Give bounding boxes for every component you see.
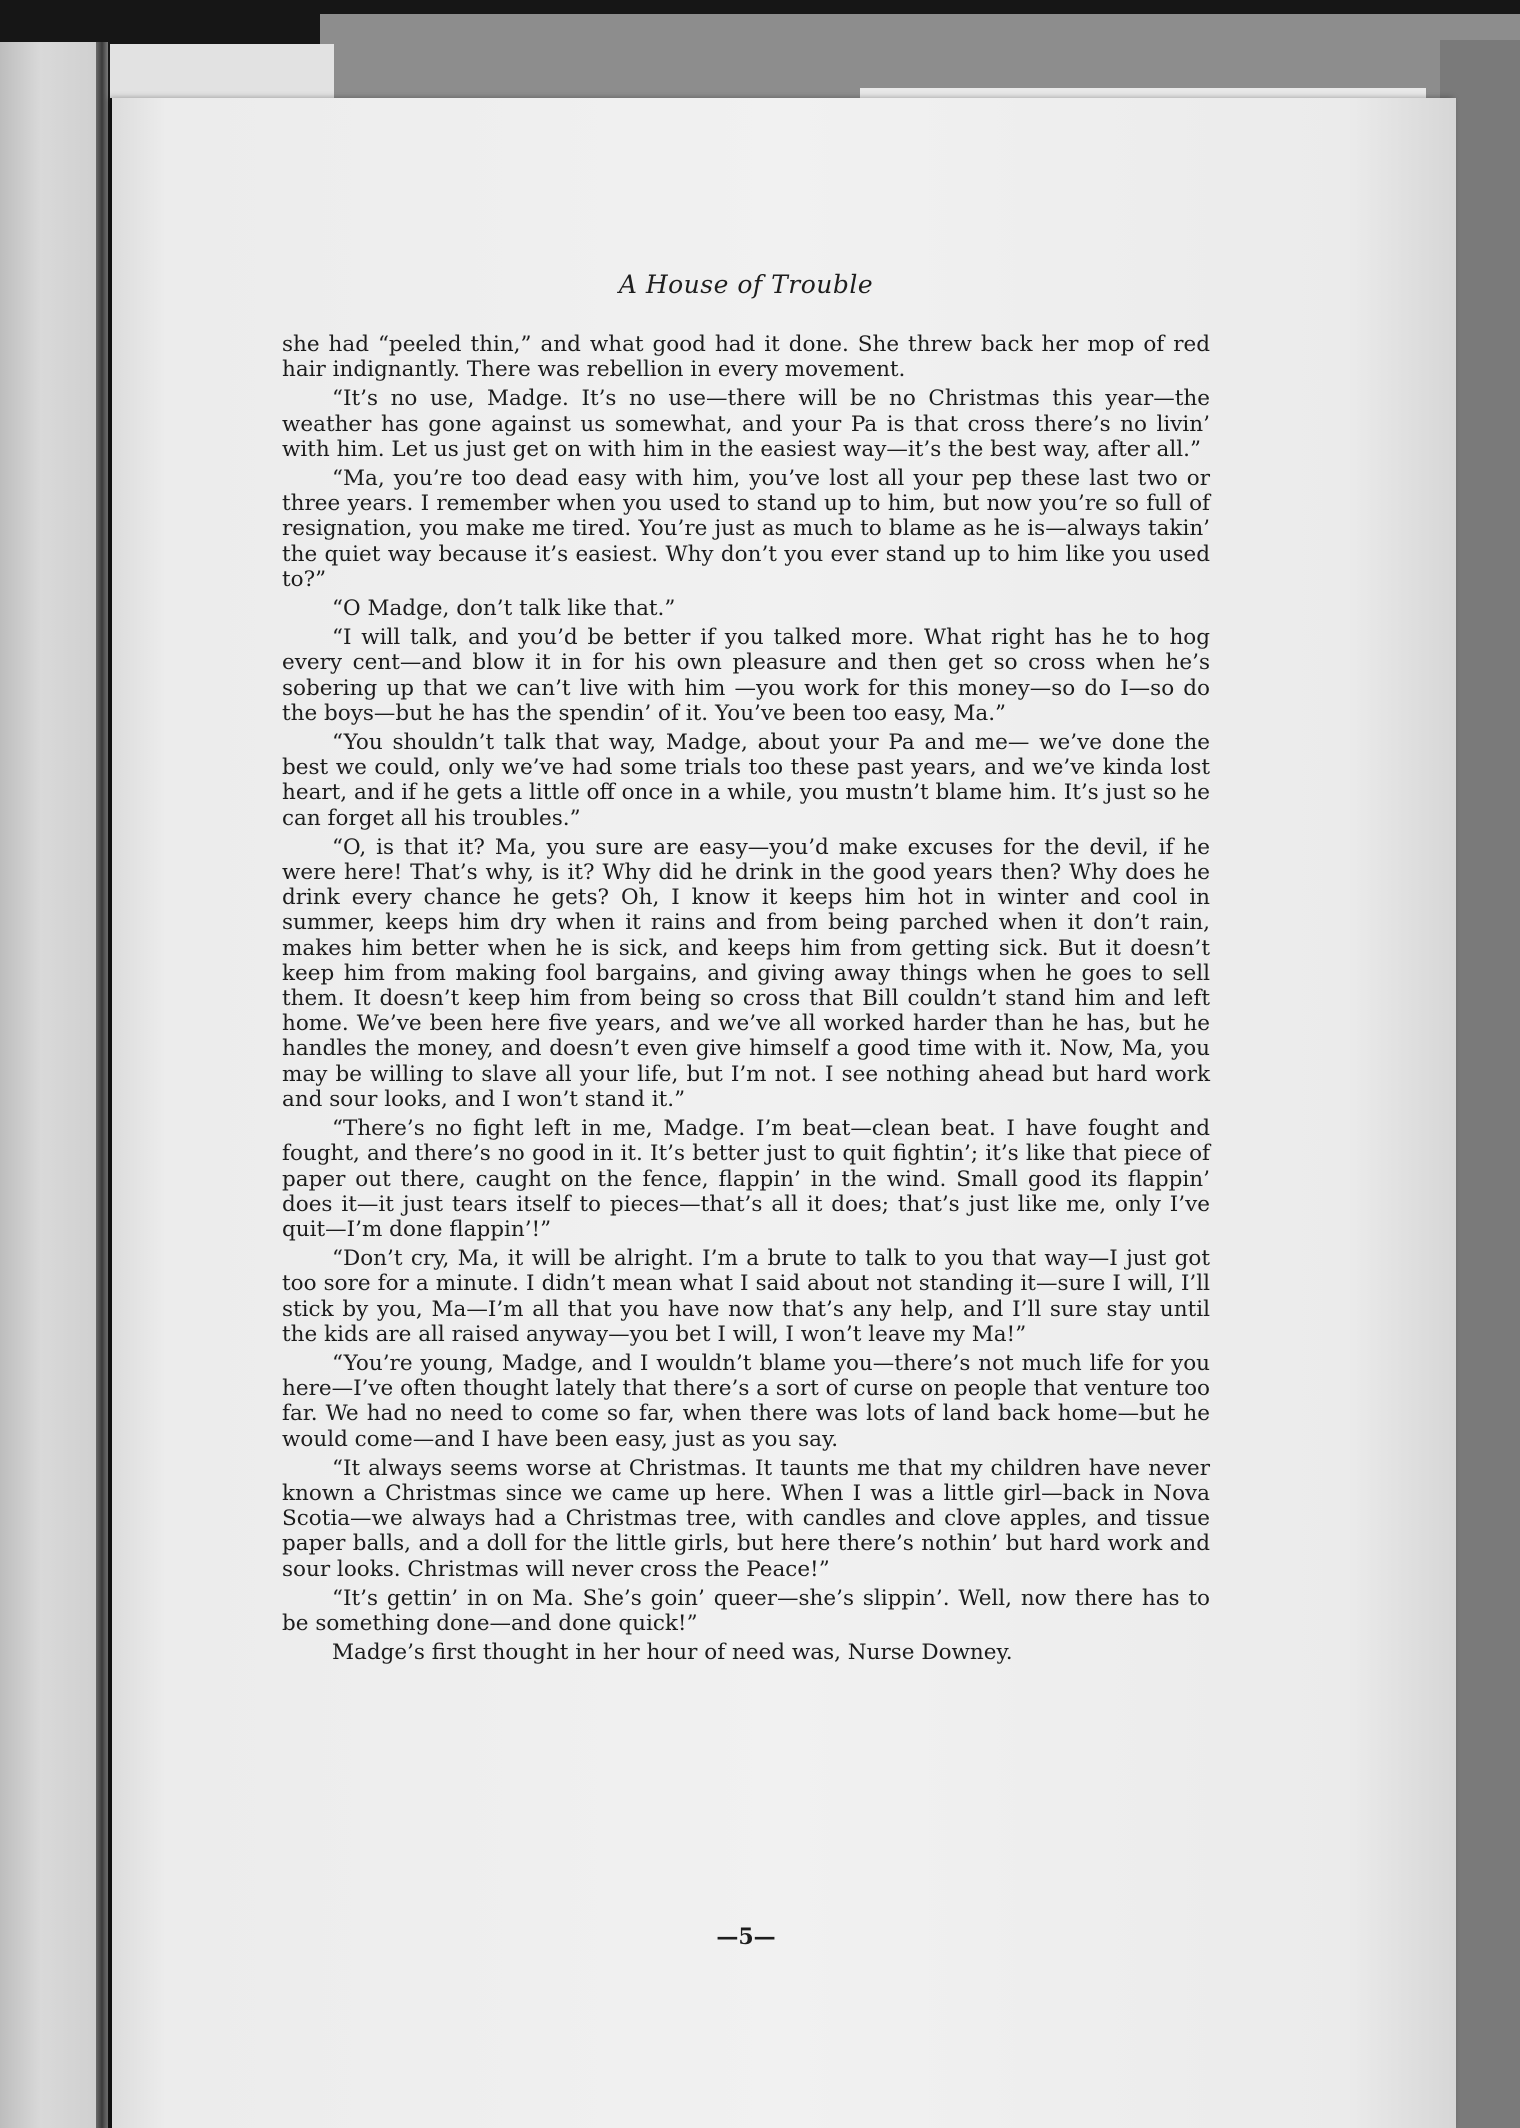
paragraph: “You shouldn’t talk that way, Madge, about your Pa and me— we’ve done the best we could, only we’ve had some trials too these past years, and we’ve kinda lost heart, and if he gets a little off once in a while, you mustn’t blame him. It’s just so he can forget all his troubles.” <box>282 730 1210 831</box>
paragraph: “O, is that it? Ma, you sure are easy—you’d make excuses for the devil, if he were here! That’s why, is it? Why did he drink in the good years then? Why does he drink every chance he gets? Oh, I know it keeps him hot in winter and cool in summer, keeps him dry when it rains and from being parched when it don’t rain, makes him better when he is sick, and keeps him from getting sick. But it doesn’t keep him from making fool bargains, and giving away things when he goes to sell them. It doesn’t keep him from being so cross that Bill couldn’t stand him and left home. We’ve been here five years, and we’ve all worked harder than he has, but he handles the money, and doesn’t even give himself a good time with it. Now, Ma, you may be willing to slave all your life, but I’m not. I see nothing ahead but hard work and sour looks, and I won’t stand it.” <box>282 834 1210 1112</box>
running-head: A House of Trouble <box>618 270 874 299</box>
paragraph: “I will talk, and you’d be better if you talked more. What right has he to hog every cent—and blow it in for his own pleasure and then get so cross when he’s sobering up that we can’t live with him —you work for this money—so do I—so do the boys—but he has the spendin’ of it. You’ve been too easy, Ma.” <box>282 625 1210 726</box>
paragraph: “It’s no use, Madge. It’s no use—there will be no Christmas this year—the weather has gone against us somewhat, and your Pa is that cross there’s no livin’ with him. Let us just get on with him in the easiest way—it’s the best way, after all.” <box>282 386 1210 462</box>
previous-page-edge <box>0 42 102 2128</box>
previous-page-tab <box>110 44 334 98</box>
paragraph: “It always seems worse at Christmas. It taunts me that my children have never known a Christmas since we came up here. When I was a little girl—back in Nova Scotia—we always had a Christmas tree, with candles and clove apples, and tissue paper balls, and a doll for the little girls, but here there’s nothin’ but hard work and sour looks. Christmas will never cross the Peace!” <box>282 1455 1210 1582</box>
paragraph: “Ma, you’re too dead easy with him, you’ve lost all your pep these last two or three years. I remember when you used to stand up to him, but now you’re so full of resignation, you make me tired. You’re just as much to blame as he is—always takin’ the quiet way because it’s easiest. Why don’t you ever stand up to him like you used to?” <box>282 466 1210 592</box>
body-text <box>282 332 1210 1669</box>
book-gutter <box>96 42 108 2128</box>
paragraph: “There’s no fight left in me, Madge. I’m beat—clean beat. I have fought and fought, and there’s no good in it. It’s better just to quit fightin’; it’s like that piece of paper out there, caught on the fence, flappin’ in the wind. Small good its flappin’ does it—it just tears itself to pieces—that’s all it does; that’s just like me, only I’ve quit—I’m done flappin’!” <box>282 1116 1210 1242</box>
page-number: —5— <box>716 1924 776 1950</box>
book-page <box>112 98 1456 2128</box>
paragraph: “O Madge, don’t talk like that.” <box>332 596 676 622</box>
paragraph: “You’re young, Madge, and I wouldn’t blame you—there’s not much life for you here—I’ve often thought lately that there’s a sort of curse on people that venture too far. We had no need to come so far, when there was lots of land back home—but he would come—and I have been easy, just as you say. <box>282 1350 1210 1452</box>
paragraph: she had “peeled thin,” and what good had it done. She threw back her mop of red hair indignantly. There was rebellion in every movement. <box>282 332 1210 383</box>
paragraph: “It’s gettin’ in on Ma. She’s goin’ queer—she’s slippin’. Well, now there has to be something done—and done quick!” <box>282 1585 1210 1636</box>
paragraph: Madge’s first thought in her hour of need was, Nurse Downey. <box>332 1640 1013 1666</box>
paragraph: “Don’t cry, Ma, it will be alright. I’m a brute to talk to you that way—I just got too sore for a minute. I didn’t mean what I said about not standing it—sure I will, I’ll stick by you, Ma—I’m all that you have now that’s any help, and I’ll sure stay until the kids are all raised anyway—you bet I will, I won’t leave my Ma!” <box>282 1246 1210 1347</box>
